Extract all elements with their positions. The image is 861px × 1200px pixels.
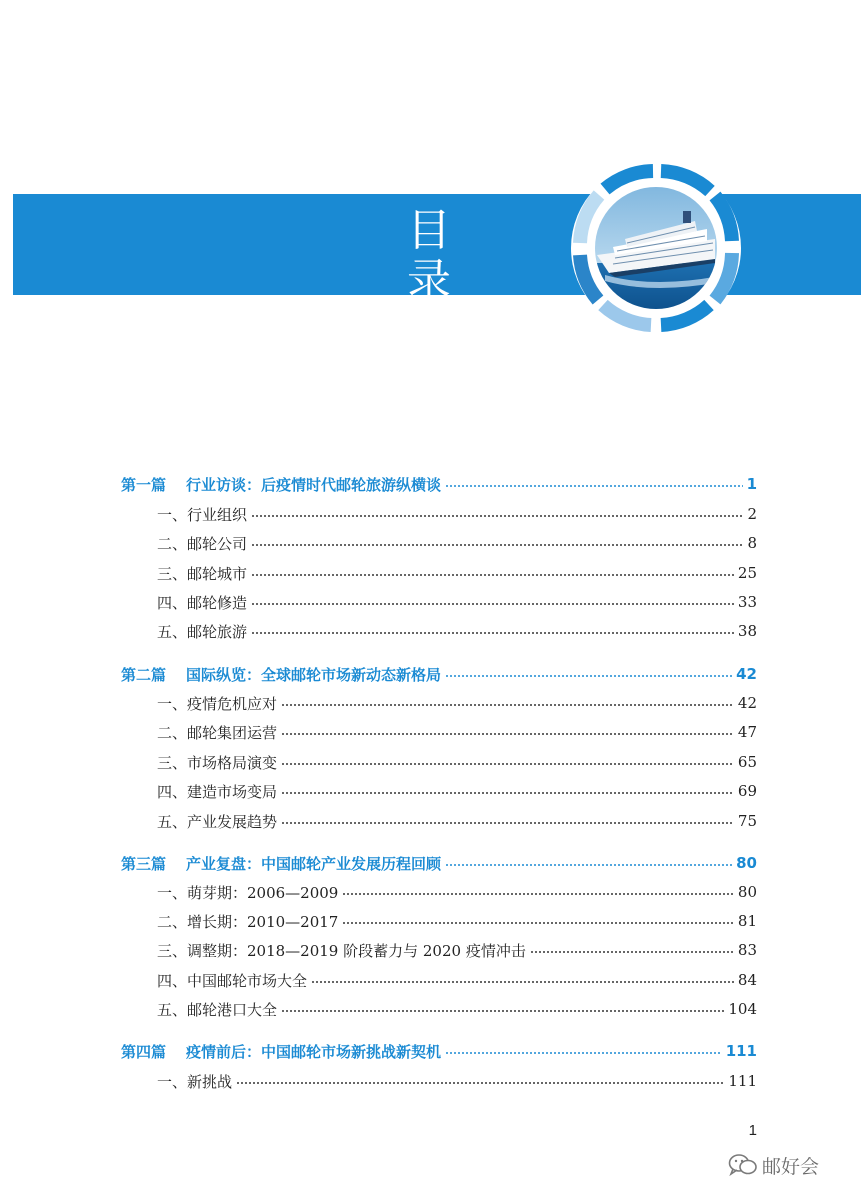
toc-label bbox=[157, 811, 277, 832]
title-block bbox=[407, 206, 532, 332]
toc-label bbox=[157, 693, 277, 714]
toc-part-entry[interactable] bbox=[0, 470, 861, 498]
toc-part-entry[interactable] bbox=[0, 1037, 861, 1065]
toc-title: 三、市场格局演变 bbox=[157, 753, 278, 772]
cruise-ship-emblem bbox=[565, 163, 747, 333]
toc-title: 行业访谈：后疫情时代邮轮旅游纵横谈 bbox=[186, 475, 442, 494]
toc-label bbox=[157, 752, 277, 773]
toc-section-entry[interactable] bbox=[0, 966, 861, 994]
toc-section-entry[interactable] bbox=[0, 500, 861, 528]
toc-page-number: 80 bbox=[736, 854, 757, 872]
toc-leader-dots bbox=[445, 485, 743, 487]
toc-page-number: 75 bbox=[737, 812, 757, 830]
toc-part-number: 第四篇 bbox=[121, 1042, 167, 1061]
toc-page-number: 104 bbox=[728, 1000, 757, 1018]
toc-title: 五、产业发展趋势 bbox=[157, 812, 278, 831]
toc-title: 产业复盘：中国邮轮产业发展历程回顾 bbox=[186, 854, 442, 873]
toc-section-entry[interactable] bbox=[0, 878, 861, 906]
toc-part-entry[interactable] bbox=[0, 849, 861, 877]
toc-title: 四、建造市场变局 bbox=[157, 782, 278, 801]
toc-section-entry[interactable] bbox=[0, 617, 861, 645]
toc-part-number: 第二篇 bbox=[121, 665, 167, 684]
toc-section-entry[interactable] bbox=[0, 689, 861, 717]
toc-label bbox=[157, 563, 247, 584]
toc-title: 二、邮轮公司 bbox=[157, 534, 248, 553]
toc-section-entry[interactable] bbox=[0, 777, 861, 805]
toc-page-number: 69 bbox=[737, 782, 757, 800]
toc-label bbox=[157, 999, 277, 1020]
toc-label bbox=[157, 533, 247, 554]
toc-section-entry[interactable] bbox=[0, 559, 861, 587]
toc-label bbox=[121, 1041, 441, 1062]
toc-label bbox=[157, 970, 307, 991]
toc-page-number: 83 bbox=[737, 941, 757, 959]
watermark-text: 邮好会 bbox=[762, 1155, 820, 1178]
toc-leader-dots bbox=[311, 981, 734, 983]
toc-section-entry[interactable] bbox=[0, 807, 861, 835]
toc-section-entry[interactable] bbox=[0, 1067, 861, 1095]
toc-page-number: 2 bbox=[747, 505, 757, 523]
toc-title: 一、新挑战 bbox=[157, 1072, 233, 1091]
toc-label bbox=[121, 664, 441, 685]
toc-page-number: 25 bbox=[737, 564, 757, 582]
toc-label bbox=[157, 882, 338, 903]
toc-label bbox=[157, 781, 277, 802]
toc-page-number: 42 bbox=[737, 694, 757, 712]
toc-title: 一、萌芽期：2006—2009 bbox=[157, 883, 339, 902]
toc-page-number: 42 bbox=[736, 665, 757, 683]
toc-leader-dots bbox=[281, 704, 734, 706]
toc-title: 二、邮轮集团运营 bbox=[157, 723, 278, 742]
toc-leader-dots bbox=[342, 893, 734, 895]
toc-part-entry[interactable] bbox=[0, 660, 861, 688]
toc-title: 三、邮轮城市 bbox=[157, 564, 248, 583]
toc-leader-dots bbox=[342, 922, 734, 924]
toc-title: 国际纵览：全球邮轮市场新动态新格局 bbox=[186, 665, 442, 684]
toc-title: 一、行业组织 bbox=[157, 505, 248, 524]
toc-title: 五、邮轮港口大全 bbox=[157, 1000, 278, 1019]
toc-leader-dots bbox=[445, 675, 732, 677]
toc-label bbox=[157, 1071, 232, 1092]
toc-leader-dots bbox=[281, 1010, 724, 1012]
toc-page-number: 33 bbox=[737, 593, 757, 611]
toc-title: 三、调整期：2018—2019 阶段蓄力与 2020 疫情冲击 bbox=[157, 941, 526, 960]
toc-leader-dots bbox=[530, 951, 734, 953]
page-subtitle: CONTENTS bbox=[407, 308, 517, 330]
toc-leader-dots bbox=[281, 763, 734, 765]
page-number: 1 bbox=[748, 1122, 757, 1139]
toc-page-number: 1 bbox=[746, 475, 757, 493]
toc-title: 二、增长期：2010—2017 bbox=[157, 912, 339, 931]
toc-title: 疫情前后：中国邮轮市场新挑战新契机 bbox=[186, 1042, 442, 1061]
toc-leader-dots bbox=[251, 574, 734, 576]
toc-page-number: 111 bbox=[725, 1042, 757, 1060]
toc-title: 四、中国邮轮市场大全 bbox=[157, 971, 308, 990]
toc-section-entry[interactable] bbox=[0, 936, 861, 964]
toc-page-number: 80 bbox=[737, 883, 757, 901]
toc-part-number: 第三篇 bbox=[121, 854, 167, 873]
page-title: 目 录 bbox=[407, 205, 481, 306]
toc-page-number: 38 bbox=[737, 622, 757, 640]
toc-page-number: 47 bbox=[737, 723, 757, 741]
toc-page-number: 8 bbox=[747, 534, 757, 552]
toc-page-number: 111 bbox=[728, 1072, 757, 1090]
toc-leader-dots bbox=[281, 792, 734, 794]
wechat-icon bbox=[728, 1153, 758, 1177]
watermark bbox=[728, 1150, 819, 1180]
toc-leader-dots bbox=[445, 864, 732, 866]
toc-part-number: 第一篇 bbox=[121, 475, 167, 494]
toc-section-entry[interactable] bbox=[0, 995, 861, 1023]
toc-title: 四、邮轮修造 bbox=[157, 593, 248, 612]
toc-section-entry[interactable] bbox=[0, 588, 861, 616]
toc-leader-dots bbox=[251, 632, 734, 634]
toc-label bbox=[157, 722, 277, 743]
toc-leader-dots bbox=[251, 544, 743, 546]
toc-leader-dots bbox=[445, 1052, 722, 1054]
toc-leader-dots bbox=[236, 1082, 724, 1084]
toc-section-entry[interactable] bbox=[0, 907, 861, 935]
toc-label bbox=[157, 621, 247, 642]
toc-label bbox=[157, 911, 338, 932]
toc-label bbox=[121, 474, 441, 495]
toc-section-entry[interactable] bbox=[0, 529, 861, 557]
toc-page-number: 84 bbox=[737, 971, 757, 989]
toc-leader-dots bbox=[251, 515, 743, 517]
toc-leader-dots bbox=[251, 603, 734, 605]
toc-label bbox=[157, 940, 526, 961]
toc-section-entry[interactable] bbox=[0, 748, 861, 776]
toc-title: 一、疫情危机应对 bbox=[157, 694, 278, 713]
toc-title: 五、邮轮旅游 bbox=[157, 622, 248, 641]
toc-page-number: 81 bbox=[737, 912, 757, 930]
toc-label bbox=[157, 592, 247, 613]
toc-leader-dots bbox=[281, 733, 734, 735]
toc-section-entry[interactable] bbox=[0, 718, 861, 746]
toc-label bbox=[121, 853, 441, 874]
toc-label bbox=[157, 504, 247, 525]
toc-page-number: 65 bbox=[737, 753, 757, 771]
toc-leader-dots bbox=[281, 822, 734, 824]
